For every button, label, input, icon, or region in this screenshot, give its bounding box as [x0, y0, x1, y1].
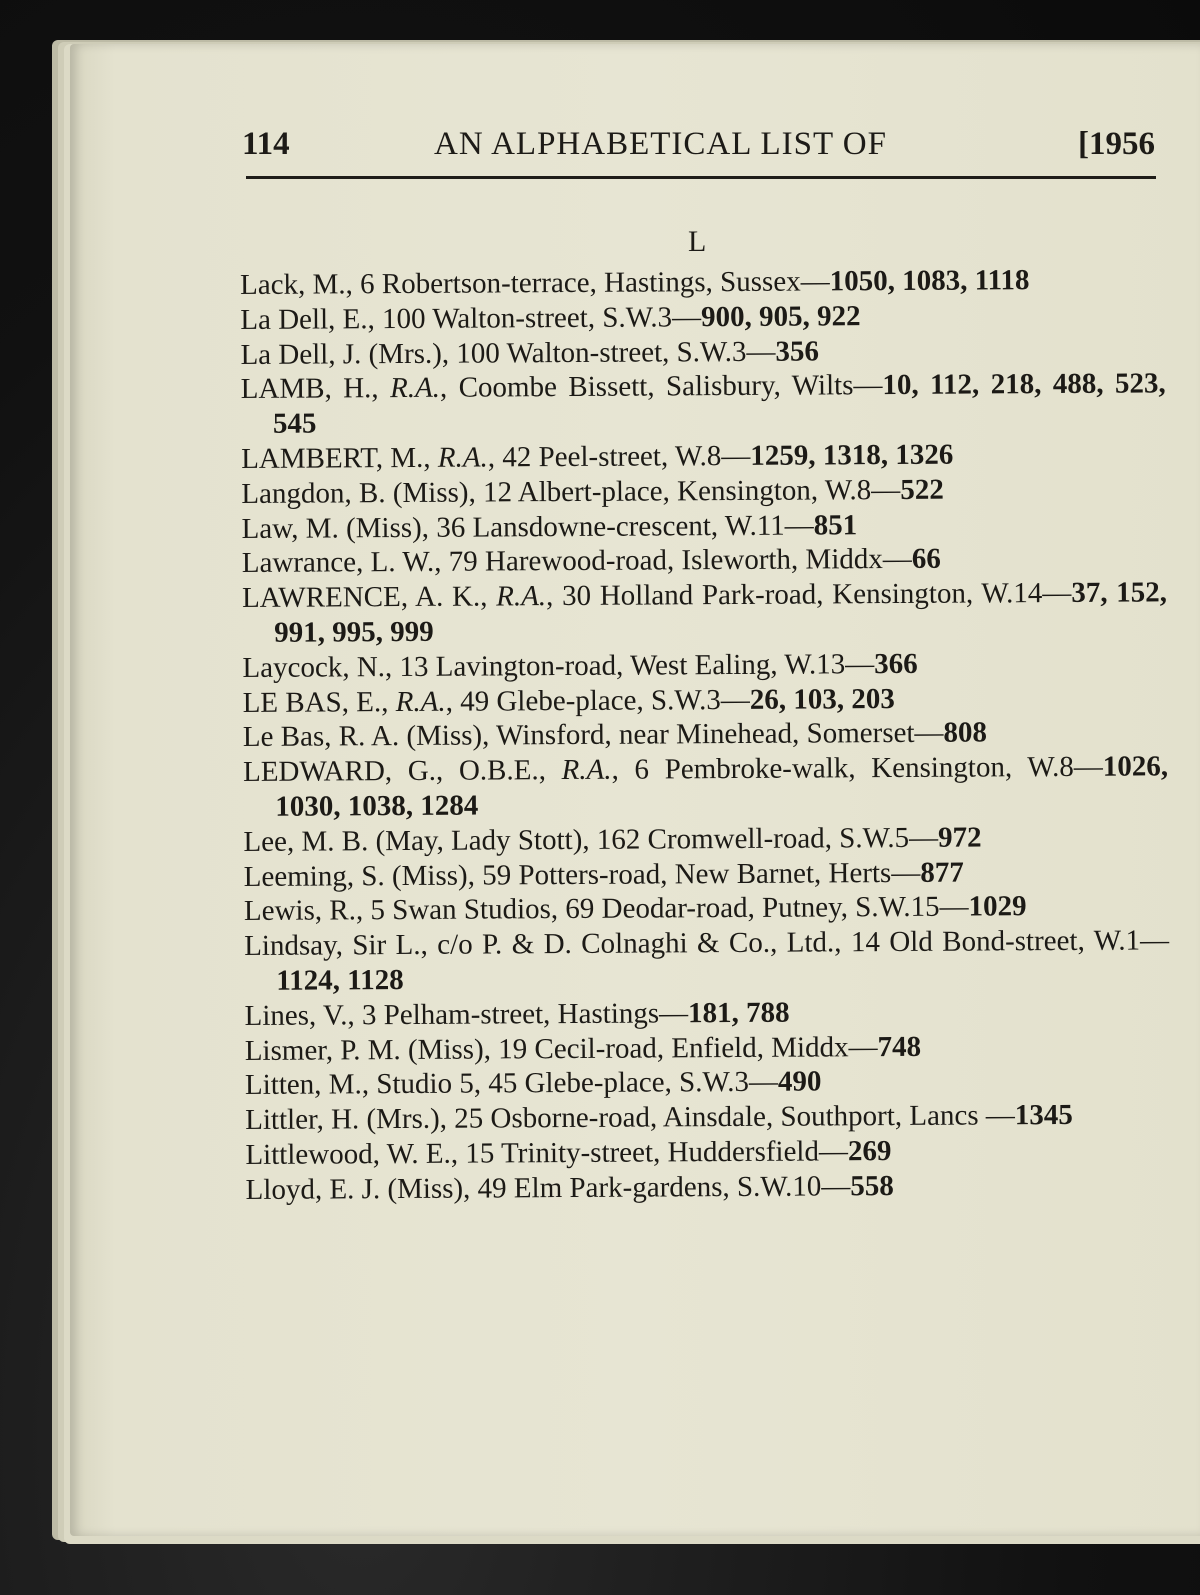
list-item — [244, 889, 1169, 929]
entry-address: c/o P. & D. Colnaghi & Co., Ltd., 14 Old Bond-street, W.1— — [437, 924, 1170, 961]
entry-address: 15 Trinity-street, Huddersfield— — [465, 1135, 849, 1170]
list-item — [242, 576, 1167, 651]
entry-address: 79 Harewood-road, Isleworth, Middx— — [448, 543, 912, 579]
entry-address: 36 Lansdowne-crescent, W.11— — [436, 509, 814, 544]
entry-numbers: 558 — [850, 1169, 894, 1203]
entry-address: , 49 Glebe-place, S.W.3— — [445, 683, 750, 718]
entry-numbers: 269 — [847, 1134, 892, 1168]
entry-name: Lismer, P. M. (Miss), — [244, 1032, 499, 1067]
entry-numbers: 851 — [813, 508, 858, 542]
header-rule — [246, 176, 1156, 179]
entry-address: 49 Elm Park-gardens, S.W.10— — [477, 1170, 851, 1205]
entry-numbers: 1124, 1128 — [276, 963, 404, 997]
entry-name: Lack, M., — [240, 268, 361, 301]
entry-address: 5 Swan Studios, 69 Deodar-road, Putney, S.W.15— — [370, 890, 969, 927]
entry-numbers: 1050, 1083, 1118 — [829, 264, 1030, 298]
entry-name: Lawrance, L. W., — [241, 546, 449, 580]
entry-name: Le Bas, R. A. (Miss), — [242, 719, 497, 754]
entry-numbers: 366 — [874, 647, 918, 680]
entry-numbers: 1029 — [968, 890, 1027, 923]
entry-address: 3 Pelham-street, Hastings— — [361, 997, 689, 1032]
entry-address: 19 Cecil-road, Enfield, Middx— — [498, 1030, 878, 1065]
entry-name: LAWRENCE, A. K., — [241, 580, 497, 615]
entry-name: Lee, M. B. (May, Lady Stott), — [243, 823, 597, 858]
entry-numbers: 808 — [943, 716, 988, 750]
entry-name: Lindsay, Sir L., — [244, 928, 438, 963]
list-item — [245, 1097, 1170, 1137]
list-item — [245, 1132, 1170, 1172]
entry-address: 59 Potters-road, New Barnet, Herts— — [482, 856, 921, 892]
entry-name: LAMB, H., — [240, 372, 391, 406]
entry-title: R.A. — [496, 580, 547, 613]
list-item — [244, 854, 1169, 894]
entry-list — [240, 262, 1171, 1207]
list-item — [241, 471, 1166, 511]
entry-address: , 42 Peel-street, W.8— — [487, 439, 751, 474]
entry-address: 12 Albert-place, Kensington, W.8— — [482, 473, 901, 509]
list-item — [243, 680, 1168, 720]
entry-address: 100 Walton-street, S.W.3— — [456, 335, 776, 370]
entry-title: R.A. — [437, 441, 488, 474]
entry-name: La Dell, E., — [240, 302, 383, 336]
entry-address: Studio 5, 45 Glebe-place, S.W.3— — [376, 1066, 779, 1101]
entry-name: Litten, M., — [244, 1068, 377, 1102]
list-item — [243, 749, 1168, 824]
entry-name: La Dell, J. (Mrs.), — [240, 337, 457, 371]
list-item — [243, 819, 1168, 859]
entry-name: Lines, V., — [244, 999, 363, 1032]
entry-address: 162 Cromwell-road, S.W.5— — [596, 821, 939, 856]
entry-name: Lloyd, E. J. (Miss), — [245, 1172, 478, 1206]
list-item — [241, 506, 1166, 546]
list-item — [245, 1063, 1170, 1103]
list-item — [244, 923, 1169, 998]
entry-address: Winsford, near Minehead, Somerset— — [495, 717, 944, 752]
list-item — [240, 262, 1165, 302]
entry-name: Lewis, R., — [243, 894, 371, 928]
section-letter: L — [688, 225, 707, 258]
running-header — [242, 126, 1200, 170]
entry-numbers: 181, 788 — [688, 996, 790, 1030]
entry-numbers: 26, 103, 203 — [749, 682, 895, 716]
entry-numbers: 10, 112, 218, 488, 523, 545 — [272, 367, 1166, 440]
list-item — [245, 1028, 1170, 1068]
list-item — [240, 297, 1165, 337]
entry-name: Law, M. (Miss), — [241, 511, 437, 545]
list-item — [241, 436, 1166, 476]
entry-address: , 6 Pembroke-walk, Kensington, W.8— — [611, 750, 1103, 786]
list-item — [242, 645, 1167, 685]
entry-numbers: 356 — [775, 335, 820, 368]
entry-title: R.A. — [395, 685, 446, 718]
entry-address: 100 Walton-street, S.W.3— — [381, 300, 702, 335]
entry-numbers: 748 — [877, 1030, 922, 1063]
entry-numbers: 900, 905, 922 — [701, 300, 861, 333]
entry-address: 13 Lavington-road, West Ealing, W.13— — [399, 647, 875, 683]
page-number: 114 — [242, 126, 290, 162]
list-item — [246, 1167, 1171, 1207]
entry-name: LEDWARD, G., O.B.E., — [242, 754, 562, 789]
entry-name: LAMBERT, M., — [241, 441, 438, 475]
list-item — [240, 332, 1165, 372]
entry-name: Littlewood, W. E., — [245, 1137, 466, 1171]
list-item — [243, 715, 1168, 755]
entry-numbers: 972 — [937, 821, 982, 854]
entry-title: R.A. — [561, 753, 612, 787]
list-item — [241, 367, 1166, 442]
entry-title: R.A. — [389, 372, 441, 405]
list-item — [242, 541, 1167, 581]
entry-name: LE BAS, E., — [242, 685, 396, 719]
entry-address: 25 Osborne-road, Ainsdale, Southport, Lancs — — [454, 1099, 1015, 1135]
entry-name: Littler, H. (Mrs.), — [245, 1102, 455, 1137]
entry-numbers: 1259, 1318, 1326 — [750, 438, 954, 472]
entry-numbers: 1026, 1030, 1038, 1284 — [275, 750, 1169, 823]
entry-numbers: 37, 152, 991, 995, 999 — [274, 576, 1168, 649]
header-title: AN ALPHABETICAL LIST OF — [434, 126, 887, 162]
list-item — [244, 993, 1169, 1033]
entry-address: , 30 Holland Park-road, Kensington, W.14— — [546, 577, 1072, 613]
entry-address: 6 Robertson-terrace, Hastings, Sussex— — [360, 265, 830, 301]
entry-numbers: 877 — [920, 856, 964, 889]
entry-numbers: 490 — [777, 1065, 822, 1099]
entry-numbers: 522 — [900, 473, 944, 506]
entry-address: , Coombe Bissett, Salisbury, Wilts— — [439, 369, 883, 405]
entry-numbers: 66 — [911, 543, 941, 576]
entry-numbers: 1345 — [1014, 1099, 1073, 1132]
entry-name: Leeming, S. (Miss), — [243, 859, 483, 893]
entry-name: Langdon, B. (Miss), — [241, 476, 484, 510]
header-year: [1956 — [1078, 126, 1155, 162]
entry-name: Laycock, N., — [242, 650, 400, 684]
